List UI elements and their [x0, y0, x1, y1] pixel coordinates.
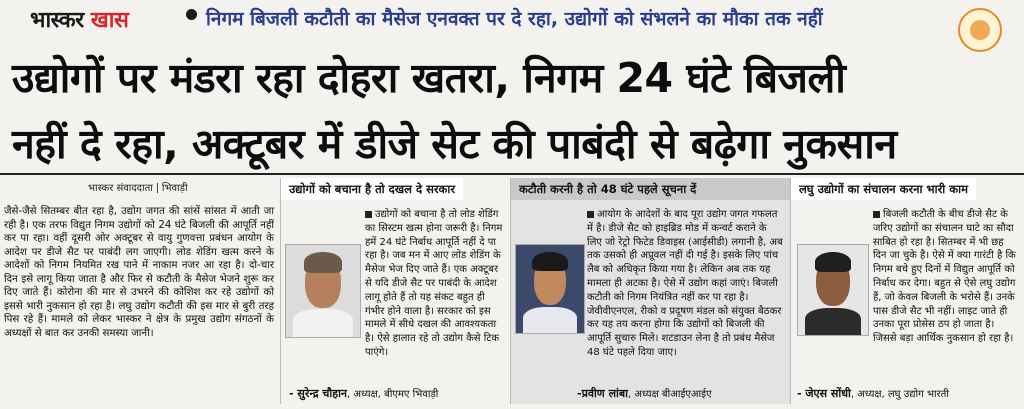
opinion-box-1-text: [285, 208, 505, 360]
opinion-box-3: [791, 178, 1022, 404]
signature-name: - सुरेन्द्र चौहान: [289, 387, 348, 400]
opinion-box-2-text: [515, 208, 783, 360]
opinion-box-1-signature: [289, 386, 438, 401]
signature-name: - जेएस सोंधी: [797, 387, 851, 400]
opinion-box-1-body: उद्योगों को बचाना है तो लोड शेडिंग का सिस्टम खत्म होना जरूरी है। निगम हमें 24 घंटे निर्बाध आपूर्ति नहीं दे पा रहा है। जब मन में आए लोड शेडिंग के मैसेज भेज दिए जाते हैं। एक अक्टूबर से यदि डीजे सैट पर पाबंदी के आदेश लागू होते हैं तो यह संकट बहुत ही गंभीर होने वाला है। सरकार को इस मामले में सीधे दखल की आवश्यकता है। ऐसे हालात रहे तो उद्योग कैसे टिक पाएंगे।: [365, 209, 503, 358]
byline-separator: [157, 183, 158, 193]
bullet-icon: [873, 211, 880, 218]
kicker-bullet: [186, 9, 197, 20]
signature-name: -प्रवीण लांबा: [577, 387, 629, 400]
opinion-box-3-text: [795, 208, 1017, 358]
opinion-box-1: [281, 178, 510, 404]
brand-part-1: भास्कर: [30, 8, 84, 33]
headline-line-1: उद्योगों पर मंडरा रहा दोहरा खतरा, निगम 24 घंटे बिजली: [12, 54, 846, 102]
kicker-bar: [0, 0, 1024, 42]
headline-line-2: नहीं दे रहा, अक्टूबर में डीजे सेट की पाबंदी से बढ़ेगा नुकसान: [12, 120, 897, 168]
signature-role: , अध्यक्ष, लघु उद्योग भारती: [850, 389, 949, 400]
signature-role: , अध्यक्ष बीआईएआईए: [628, 389, 712, 400]
kicker-text: निगम बिजली कटौती का मैसेज एनवक्त पर दे रहा, उद्योगों को संभलने का मौका तक नहीं: [206, 8, 823, 30]
opinion-box-3-heading: लघु उद्योगों का संचालन करना भारी काम: [791, 178, 976, 200]
byline-reporter: भास्कर संवाददाता: [88, 183, 153, 194]
headline-rule: [0, 173, 1024, 175]
opinion-box-2-signature: [577, 386, 712, 401]
main-article-text: जैसे-जैसे सितम्बर बीत रहा है, उद्योग जगत की सांसें सांसत में आती जा रही है। एक तरफ विद्युत निगम उद्योगों को 24 घंटे बिजली की आपूर्ति नहीं कर पा रहा। वहीं दूसरी ओर अक्टूबर से वायु गुणवत्ता प्रबंधन आयोग के आदेश पर डीजे सैट पर पाबंदी लग जाएगी। लोड शेडिंग खत्म करने के आदेशों को निगम नियमित रख पाने में नाकाम नजर आ रहा है। दो-चार दिन इसे लागू किया जाता है और फिर से कटौती के मैसेज भेजने शुरू कर दिए जाते हैं। कोरोना की मार से उभरने की कोशिश कर रहे उद्योगों को इससे भारी नुकसान हो रहा है। लघु उद्योग कटौती की इस मार से बुरी तरह पिस रहे हैं। मामले को लेकर भास्कर ने क्षेत्र के प्रमुख उद्योग संगठनों के अध्यक्षों से बात कर उनकी समस्या जानी।: [4, 206, 274, 339]
opinion-box-3-signature: [797, 386, 949, 401]
brand-label: [30, 4, 128, 34]
byline-place: भिवाड़ी: [161, 183, 188, 194]
bullet-icon: [365, 211, 372, 218]
byline: [88, 180, 188, 194]
signature-role: , अध्यक्ष, बीएमए भिवाड़ी: [347, 389, 439, 400]
opinion-box-2-heading: कटौती करनी है तो 48 घंटे पहले सूचना दें: [511, 178, 790, 200]
brand-part-2: खास: [90, 8, 129, 33]
badge-logo: [958, 8, 1002, 52]
opinion-box-2: [511, 178, 790, 404]
opinion-box-3-body: बिजली कटौती के बीच डीजे सैट के जरिए उद्योगों का संचालन घाटे का सौदा साबित हो रहा है। सितम्बर में भी छह दिन जा चुके है। ऐसे में क्या गारंटी है कि निगम बचे हुए दिनों में विद्युत आपूर्ति को निर्बाध कर देगा। बहुत से ऐसे लघु उद्योग हैं, जो केवल बिजली के भरोसे हैं। उनके पास डीजे सैट भी नहीं। लाइट जाते ही उनका पूरा प्रोसेस ठप हो जाता है। जिससे बड़ा आर्थिक नुकसान हो रहा है।: [873, 209, 1016, 345]
opinion-box-2-body: आयोग के आदेशों के बाद पूरा उद्योग जगत गफलत में है। डीजे सैट को हाइब्रिड मोड में कन्वर्ट कराने के लिए जो रेट्रो फिटेड डिवाइस (आईसीडी) लगानी है, अब तक उसको ही अप्रूवल नहीं दी गई है। इसके लिए पांच लैब को अधिकृत किया गया है। लेकिन अब तक यह मामला ही अटका है। ऐसे में उद्योग कहां जाएं। बिजली कटौती को निगम नियंत्रित नहीं कर पा रहा है। जेवीवीएनएल, रीको व प्रदूषण मंडल को संयुक्त बैठकर कर यह तय करना होगा कि उद्योगों को बिजली की आपूर्ति सुचारु मिले। शटडाउन लेना है तो प्रबंध मैसेज 48 घंटे पहले दिया जाए।: [587, 209, 783, 358]
opinion-box-1-heading: उद्योगों को बचाना है तो दखल दे सरकार: [281, 178, 463, 200]
bullet-icon: [587, 211, 594, 218]
